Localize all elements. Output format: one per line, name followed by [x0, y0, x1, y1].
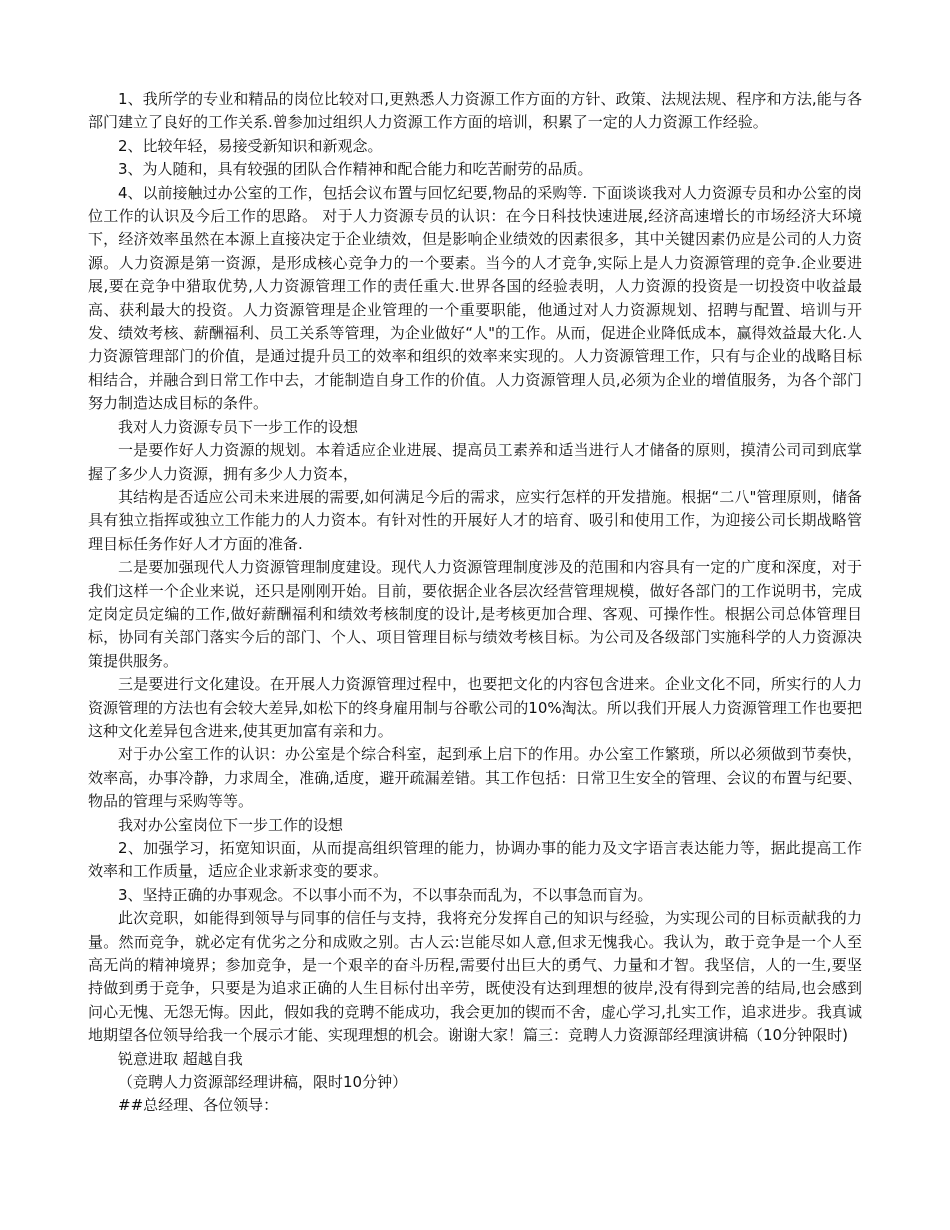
paragraph-strength-2: 2、比较年轻，易接受新知识和新观念。 — [118, 136, 383, 155]
paragraph-strength-4: 4、以前接触过办公室的工作，包括会议布置与回忆纪要,物品的采购等. 下面谈谈我对人力资源专员和办公室的岗位工作的认识及今后工作的思路。 对于人力资源专员的认识：在今日科技快速进展,经济高速增长的市场经济大环境下，经济效率虽然在本源上直接决定于企业绩效，但是影响企业绩效的因素很多，其中关键因素仍应是公司的人力资源。人力资源是第一资源，是形成核心竞争力的一个要素。当今的人才竞争,实际上是人力资源管理的竞争.企业要进展,要在竞争中猎取优势,人力资源管理工作的责任重大.世界各国的经验表明，人力资源的投资是一切投资中收益最高、获利最大的投资。人力资源管理是企业管理的一个重要职能，他通过对人力资源规划、招聘与配置、培训与开发、绩效考核、薪酬福利、员工关系等管理，为企业做好“人"的工作。从而，促进企业降低成本，赢得效益最大化.人力资源管理部门的价值，是通过提升员工的效率和组织的效率来实现的。人力资源管理工作，只有与企业的战略目标相结合，并融合到日常工作中去，才能制造自身工作的价值。人力资源管理人员,必须为企业的增值服务，为各个部门努力制造达成目标的条件。 — [88, 183, 862, 413]
paragraph-closing: 此次竞职，如能得到领导与同事的信任与支持，我将充分发挥自己的知识与经验，为实现公司的目标贡献我的力量。然而竞争，就必定有优劣之分和成败之别。古人云:岂能尽如人意,但求无愧我心。我认为，敢于竞争是一个人至高无尚的精神境界；参加竞争，是一个艰辛的奋斗历程,需要付出巨大的勇气、力量和才智。我坚信，人的一生,要坚持做到勇于竞争，只要是为追求正确的人生目标付出辛劳，既使没有达到理想的彼岸,没有得到完善的结局,也会感到问心无愧、无怨无悔。因此，假如我的竞聘不能成功，我会更加的锲而不舍，虚心学习,扎实工作，追求进步。我真诚地期望各位领导给我一个展示才能、实现理想的机会。谢谢大家！篇三：竞聘人力资源部经理演讲稿（10分钟限时) — [88, 909, 862, 1045]
paragraph-hr-structure: 其结构是否适应公司未来进展的需要,如何满足今后的需求，应实行怎样的开发措施。根据“二八"管理原则，储备具有独立指挥或独立工作能力的人力资本。有针对性的开展好人才的培育、吸引和使用工作，为迎接公司长期战略管理目标任务作好人才方面的准备. — [88, 487, 862, 553]
section-heading-hr-plan: 我对人力资源专员下一步工作的设想 — [118, 417, 359, 436]
paragraph-office-understanding: 对于办公室工作的认识：办公室是个综合科室，起到承上启下的作用。办公室工作繁琐，所以必须做到节奏快，效率高，办事冷静，力求周全，准确,适度，避开疏漏差错。其工作包括：日常卫生安全的管理、会议的布置与纪要、物品的管理与采购等等。 — [88, 745, 862, 811]
section-heading-office-plan: 我对办公室岗位下一步工作的设想 — [118, 815, 344, 834]
paragraph-hr-planning: 一是要作好人力资源的规划。本着适应企业进展、提高员工素养和适当进行人才储备的原则，摸清公司司到底掌握了多少人力资源，拥有多少人力资本， — [88, 441, 862, 483]
speech-title: 锐意进取 超越自我 — [118, 1049, 243, 1068]
paragraph-strength-1: 1、我所学的专业和精品的岗位比较对口,更熟悉人力资源工作方面的方针、政策、法规法规、程序和方法,能与各部门建立了良好的工作关系.曾参加过组织人力资源工作方面的培训，积累了一定的人力资源工作经验。 — [88, 90, 862, 132]
speech-subtitle: （竞聘人力资源部经理讲稿，限时10分钟） — [118, 1073, 408, 1092]
paragraph-strength-3: 3、为人随和，具有较强的团队合作精神和配合能力和吃苦耐劳的品质。 — [118, 160, 593, 179]
paragraph-office-attitude: 3、坚持正确的办事观念。不以事小而不为，不以事杂而乱为，不以事急而盲为。 — [118, 885, 653, 904]
paragraph-hr-system: 二是要加强现代人力资源管理制度建设。现代人力资源管理制度涉及的范围和内容具有一定的广度和深度，对于我们这样一个企业来说，还只是刚刚开始。目前，要依据企业各层次经营管理规模，做好各部门的工作说明书，完成定岗定员定编的工作,做好薪酬福利和绩效考核制度的设计,是考核更加合理、客观、可操作性。根据公司总体管理目标，协同有关部门落实今后的部门、个人、项目管理目标与绩效考核目标。为公司及各级部门实施科学的人力资源决策提供服务。 — [88, 558, 862, 670]
paragraph-culture: 三是要进行文化建设。在开展人力资源管理过程中，也要把文化的内容包含进来。企业文化不同，所实行的人力资源管理的方法也有会较大差异,如松下的终身雇用制与谷歌公司的10%淘汰。所以我们开展人力资源管理工作也要把这种文化差异包含进来,使其更加富有亲和力。 — [88, 675, 862, 740]
paragraph-office-study: 2、加强学习，拓宽知识面，从而提高组织管理的能力，协调办事的能力及文字语言表达能力等，据此提高工作效率和工作质量，适应企业求新求变的要求。 — [88, 839, 862, 881]
speech-salutation: ##总经理、各位领导： — [118, 1096, 279, 1115]
